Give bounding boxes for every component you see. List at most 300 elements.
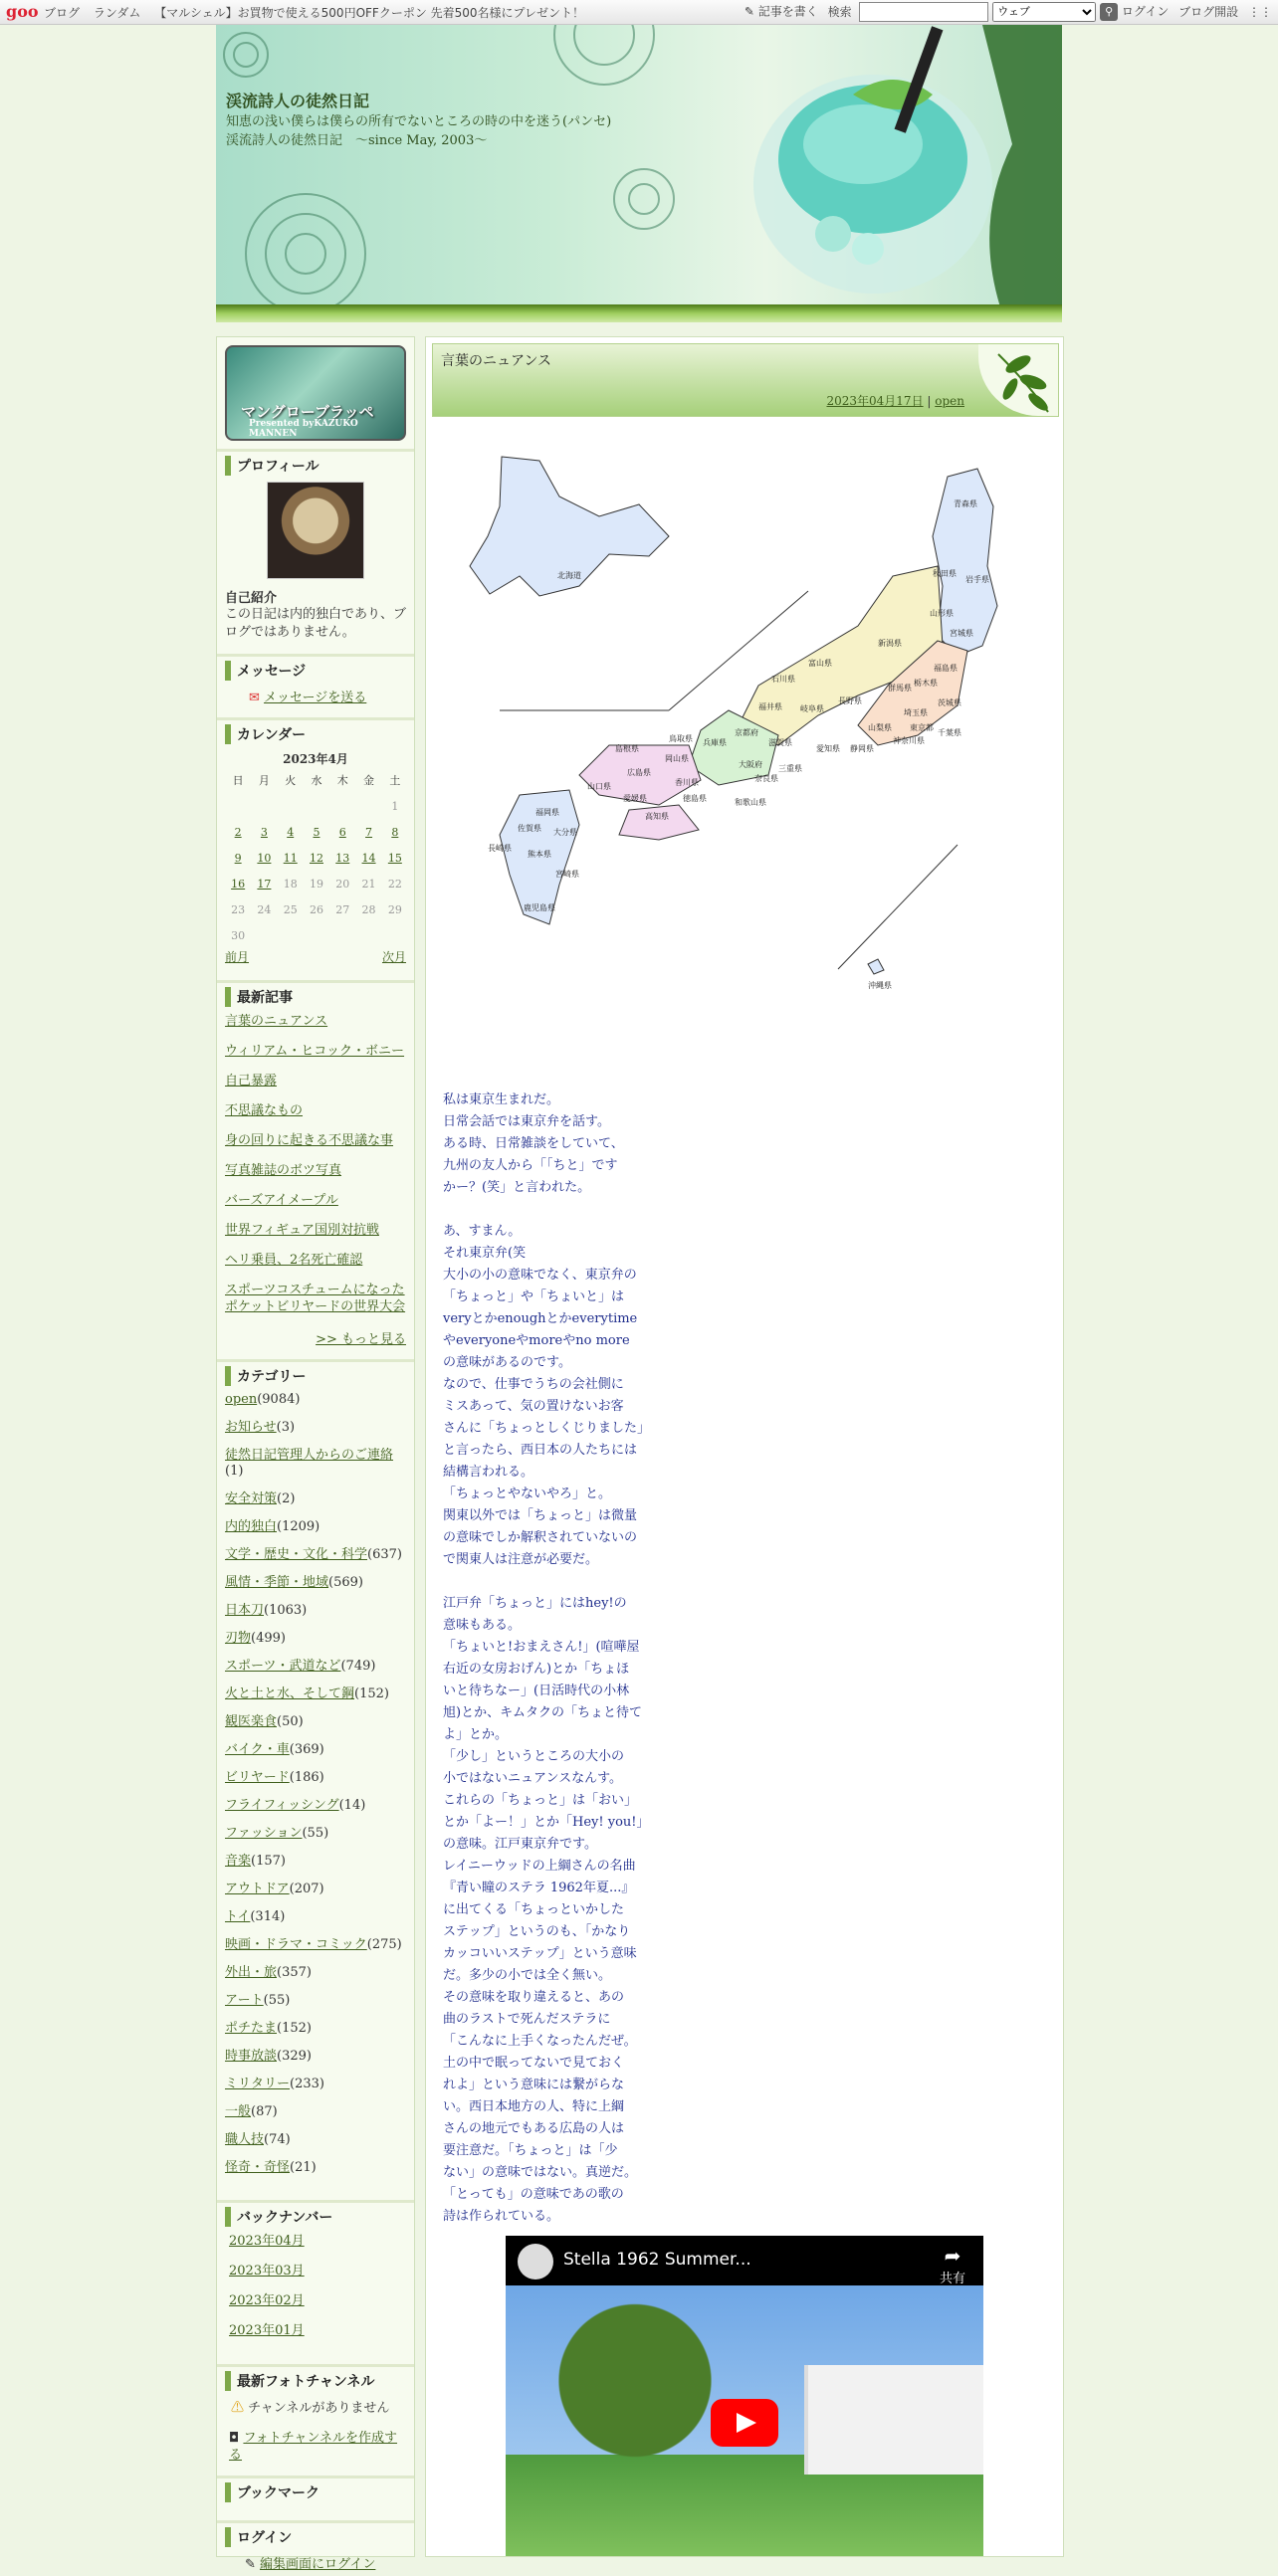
map-label-kagoshima: 鹿児島県 bbox=[524, 903, 555, 912]
map-label-chiba: 千葉県 bbox=[938, 728, 961, 737]
body-line: とか「よー！」とか「Hey! you!」 bbox=[443, 1815, 650, 1830]
map-label-akita: 秋田県 bbox=[933, 569, 957, 578]
japan-prefecture-map bbox=[440, 447, 1041, 1064]
category-link[interactable]: 風情・季節・地域 bbox=[225, 1575, 329, 1590]
profile-heading: プロフィール bbox=[225, 456, 406, 476]
category-count: (21) bbox=[290, 2160, 317, 2175]
category-link[interactable]: 内的独白 bbox=[225, 1519, 278, 1534]
calendar-day bbox=[304, 793, 329, 819]
category-count: (50) bbox=[277, 1714, 304, 1729]
calendar-day[interactable]: 11 bbox=[283, 851, 298, 865]
map-label-gunma: 群馬県 bbox=[888, 684, 912, 693]
category-link[interactable]: 文学・歴史・文化・科学 bbox=[225, 1547, 368, 1562]
category-count: (9084) bbox=[257, 1392, 301, 1407]
calendar-day: 28 bbox=[361, 902, 376, 916]
map-label-shimane: 島根県 bbox=[615, 744, 639, 753]
map-label-oita: 大分県 bbox=[553, 828, 577, 837]
weekday-label: 木 bbox=[336, 774, 348, 787]
search-input[interactable] bbox=[859, 2, 988, 22]
intro-label: 自己紹介 bbox=[225, 591, 278, 606]
weekday-label: 月 bbox=[258, 774, 270, 787]
backnumber-link[interactable]: 2023年03月 bbox=[229, 2264, 305, 2279]
calendar-day bbox=[304, 922, 329, 948]
map-label-miyazaki: 宮崎県 bbox=[555, 870, 579, 879]
category-item bbox=[225, 2104, 406, 2120]
calendar-day: 20 bbox=[335, 877, 350, 891]
camera-icon: ◘ bbox=[229, 2431, 240, 2446]
category-count: (3) bbox=[276, 1420, 296, 1435]
map-label-aichi: 愛知県 bbox=[816, 744, 840, 753]
map-label-shiga: 滋賀県 bbox=[768, 738, 792, 747]
play-button[interactable] bbox=[711, 2399, 778, 2447]
login-heading: ログイン bbox=[225, 2527, 406, 2547]
category-item bbox=[225, 2021, 406, 2037]
banner-title: マングローブラッペ bbox=[241, 403, 374, 421]
pencil-icon: ✎ bbox=[744, 4, 754, 19]
category-link[interactable]: 時事放談 bbox=[225, 2049, 278, 2064]
category-count: (2) bbox=[277, 1491, 296, 1506]
map-label-gifu: 岐阜県 bbox=[800, 704, 824, 713]
map-label-shizuoka: 静岡県 bbox=[850, 744, 874, 753]
category-item bbox=[225, 1742, 406, 1758]
body-line: 大小の小の意味でなく、東京弁の bbox=[443, 1268, 637, 1283]
category-link[interactable]: スポーツ・武道など bbox=[225, 1659, 341, 1674]
category-link[interactable]: 刃物 bbox=[225, 1631, 252, 1646]
map-label-tokyo: 東京都 bbox=[910, 723, 934, 732]
calendar-day: 26 bbox=[309, 902, 323, 916]
backnumber-heading: バックナンバー bbox=[225, 2207, 406, 2227]
recent-article-link[interactable]: 世界フィギュア国別対抗戦 bbox=[225, 1223, 379, 1238]
calendar-day bbox=[329, 922, 355, 948]
category-link[interactable]: 一般 bbox=[225, 2104, 252, 2119]
backnumber-list bbox=[225, 2233, 406, 2339]
body-line: ミスあって、気の置けないお客 bbox=[443, 1399, 624, 1414]
map-label-toyama: 富山県 bbox=[808, 659, 832, 668]
calendar-day[interactable]: 3 bbox=[260, 825, 268, 839]
body-line bbox=[443, 1199, 742, 1221]
recent-article-link[interactable]: 自己暴露 bbox=[225, 1074, 278, 1089]
category-count: (186) bbox=[289, 1770, 324, 1785]
body-line: これらの「ちょっと」は「おい」 bbox=[443, 1793, 638, 1808]
body-line: 「とっても」の意味であの歌の bbox=[443, 2187, 624, 2202]
map-label-kanagawa: 神奈川県 bbox=[893, 736, 925, 745]
body-line: 九州の友人から「「ちと」です bbox=[443, 1158, 618, 1173]
calendar-day bbox=[278, 922, 304, 948]
category-count: (749) bbox=[340, 1659, 376, 1674]
body-line: あ、すまん。 bbox=[443, 1224, 522, 1239]
calendar-day: 21 bbox=[361, 877, 376, 891]
map-label-hiroshima: 広島県 bbox=[627, 768, 651, 777]
category-count: (157) bbox=[251, 1854, 286, 1869]
calendar-prev-link[interactable]: 前月 bbox=[225, 950, 250, 964]
backnumber-link[interactable]: 2023年02月 bbox=[229, 2293, 305, 2308]
calendar-day[interactable]: 4 bbox=[287, 825, 295, 839]
grid-menu-icon[interactable]: ⋮⋮ bbox=[1248, 4, 1272, 19]
category-count: (314) bbox=[250, 1909, 286, 1924]
category-link[interactable]: お知らせ bbox=[225, 1420, 277, 1435]
category-link[interactable]: バイク・車 bbox=[225, 1742, 290, 1757]
message-box bbox=[217, 654, 414, 709]
category-link[interactable]: 徒然日記管理人からのご連絡 bbox=[225, 1448, 394, 1463]
weekday-label: 火 bbox=[285, 774, 297, 787]
recent-article-link[interactable]: ウィリアム・ヒコック・ボニー bbox=[225, 1044, 405, 1059]
calendar-day bbox=[355, 793, 381, 819]
calendar-box bbox=[217, 717, 414, 972]
calendar-day: 22 bbox=[387, 877, 402, 891]
map-label-kagawa: 香川県 bbox=[675, 778, 699, 787]
body-line: 旭)とか、キムタクの「ちょと待て bbox=[443, 1705, 642, 1720]
map-label-mie: 三重県 bbox=[778, 764, 802, 773]
sidebar-banner[interactable] bbox=[225, 345, 406, 441]
calendar-day[interactable]: 6 bbox=[338, 825, 346, 839]
entry-body bbox=[443, 1090, 742, 2228]
banner-subtitle: Presented byKAZUKO MANNEN bbox=[249, 419, 358, 439]
login-link[interactable]: ログイン bbox=[1121, 4, 1170, 19]
category-count: (233) bbox=[290, 2077, 324, 2091]
category-link[interactable]: トイ bbox=[225, 1909, 251, 1924]
category-link[interactable]: 観医楽食 bbox=[225, 1714, 278, 1729]
intro-text: この日記は内的独白であり、ブログではありません。 bbox=[225, 607, 407, 640]
backnumber-box bbox=[217, 2200, 414, 2356]
category-item bbox=[225, 1770, 406, 1786]
category-link[interactable]: ビリヤード bbox=[225, 1770, 290, 1785]
map-label-hyogo: 兵庫県 bbox=[703, 738, 727, 747]
category-item bbox=[225, 1392, 406, 1408]
header-stripe bbox=[216, 304, 1062, 322]
map-label-osaka: 大阪府 bbox=[739, 760, 762, 769]
category-count: (569) bbox=[328, 1575, 363, 1590]
calendar-day bbox=[251, 922, 277, 948]
category-link[interactable]: 音楽 bbox=[225, 1854, 252, 1869]
category-count: (55) bbox=[302, 1826, 329, 1841]
recent-heading: 最新記事 bbox=[225, 987, 406, 1007]
body-line: さんの地元でもある広島の人は bbox=[443, 2121, 625, 2136]
category-item bbox=[225, 1519, 406, 1535]
calendar-day: 23 bbox=[231, 902, 246, 916]
mail-icon: ✉ bbox=[249, 691, 260, 705]
body-line: ない」の意味ではない。真逆だ。 bbox=[443, 2165, 638, 2180]
video-title-bar bbox=[506, 2236, 983, 2285]
share-icon: ➦ bbox=[944, 2244, 961, 2268]
map-label-fukuoka: 福岡県 bbox=[535, 808, 559, 817]
entry-title[interactable]: 言葉のニュアンス bbox=[441, 353, 552, 369]
category-count: (1063) bbox=[264, 1603, 308, 1618]
map-label-yamaguchi: 山口県 bbox=[587, 782, 611, 791]
category-link[interactable]: アウトドア bbox=[225, 1882, 290, 1896]
youtube-embed[interactable] bbox=[506, 2236, 983, 2556]
body-line: その意味を取り違えると、あの bbox=[443, 1990, 625, 2005]
editor-login-link[interactable]: 編集画面にログイン bbox=[260, 2557, 376, 2572]
body-line: veryとかenoughとかeverytime bbox=[443, 1311, 638, 1326]
send-message-link[interactable]: メッセージを送る bbox=[264, 691, 367, 705]
calendar-day[interactable]: 17 bbox=[257, 877, 272, 891]
recent-article-link[interactable]: 写真雑誌のボツ写真 bbox=[225, 1163, 342, 1178]
map-label-niigata: 新潟県 bbox=[878, 639, 902, 648]
category-box bbox=[217, 1359, 414, 2192]
category-count: (275) bbox=[366, 1937, 402, 1952]
calendar-day: 30 bbox=[231, 928, 246, 942]
calendar-table bbox=[225, 767, 408, 948]
calendar-day[interactable]: 2 bbox=[234, 825, 242, 839]
recent-article-link[interactable]: スポーツコスチュームになったポケットビリヤードの世界大会 bbox=[225, 1283, 406, 1314]
map-label-yamanashi: 山梨県 bbox=[868, 723, 892, 732]
weekday-label: 金 bbox=[363, 774, 375, 787]
calendar-day[interactable]: 14 bbox=[361, 851, 376, 865]
map-label-okinawa: 沖縄県 bbox=[868, 981, 892, 990]
category-link[interactable]: ミリタリー bbox=[225, 2077, 291, 2091]
category-list bbox=[225, 1392, 406, 2176]
backnumber-link[interactable]: 2023年01月 bbox=[229, 2323, 305, 2338]
recent-article-link[interactable]: 身の回りに起きる不思議な事 bbox=[225, 1133, 394, 1148]
category-count: (1209) bbox=[277, 1519, 320, 1534]
category-count: (152) bbox=[277, 2021, 312, 2036]
category-link[interactable]: アート bbox=[225, 1993, 264, 2008]
category-count: (369) bbox=[289, 1742, 324, 1757]
calendar-day[interactable]: 10 bbox=[257, 851, 272, 865]
body-line: カッコいいステップ」という意味 bbox=[443, 1946, 637, 1961]
entry-date-link[interactable]: 2023年04月17日 bbox=[826, 394, 924, 408]
body-line: さんに「ちょっとしくじりました」 bbox=[443, 1421, 651, 1436]
body-line: 日常会話では東京弁を話す。 bbox=[443, 1114, 610, 1129]
recent-box bbox=[217, 980, 414, 1351]
calendar-day: 18 bbox=[283, 877, 298, 891]
search-scope-select[interactable] bbox=[992, 2, 1096, 22]
category-count: (357) bbox=[277, 1965, 312, 1980]
recent-article-link[interactable]: ヘリ乗員、2名死亡確認 bbox=[225, 1253, 363, 1268]
profile-box bbox=[217, 449, 414, 646]
category-link[interactable]: ポチたま bbox=[225, 2021, 278, 2036]
map-label-hokkaido: 北海道 bbox=[557, 571, 581, 580]
leaf-icon bbox=[978, 344, 1058, 416]
map-label-nagasaki: 長崎県 bbox=[488, 844, 512, 853]
body-line: 右近の女房おげん)とか「ちょほ bbox=[443, 1662, 630, 1677]
calendar-day: 25 bbox=[283, 902, 298, 916]
category-count: (87) bbox=[251, 2104, 278, 2119]
body-line bbox=[443, 1571, 742, 1593]
category-item bbox=[225, 1686, 406, 1702]
calendar-day: 19 bbox=[309, 877, 323, 891]
category-link[interactable]: 怪奇・奇怪 bbox=[225, 2160, 291, 2175]
write-article-link[interactable]: 記事を書く bbox=[757, 4, 818, 19]
weekday-label: 土 bbox=[389, 774, 401, 787]
body-line: よ」とか。 bbox=[443, 1727, 509, 1742]
calendar-day: 27 bbox=[335, 902, 350, 916]
recent-article-link[interactable]: 言葉のニュアンス bbox=[225, 1014, 328, 1029]
calendar-day[interactable]: 15 bbox=[387, 851, 402, 865]
category-link[interactable]: 外出・旅 bbox=[225, 1965, 278, 1980]
body-line: だ。多少の小では全く無い。 bbox=[443, 1968, 612, 1983]
blog-subtitle: 知恵の浅い僕らは僕らの所有でないところの時の中を迷う(パンセ) 渓流詩人の徒然日記 ～since May, 2003～ bbox=[226, 114, 625, 148]
map-label-tottori: 鳥取県 bbox=[669, 734, 693, 743]
category-item bbox=[225, 1826, 406, 1842]
body-line: 「こんなに上手くなったんだぜ。 bbox=[443, 2034, 637, 2049]
login-box bbox=[217, 2520, 414, 2576]
more-link[interactable]: >> もっと見る bbox=[316, 1332, 406, 1347]
map-label-tochigi: 栃木県 bbox=[914, 679, 938, 688]
goo-toolbar bbox=[0, 0, 1278, 25]
photo-box bbox=[217, 2364, 414, 2468]
calendar-day bbox=[355, 922, 381, 948]
category-item bbox=[225, 1937, 406, 1953]
map-label-yamagata: 山形県 bbox=[930, 609, 954, 618]
category-count: (152) bbox=[354, 1686, 389, 1701]
meta-separator: | bbox=[923, 394, 936, 408]
map-label-kumamoto: 熊本県 bbox=[528, 850, 551, 859]
body-line: と言ったら、西日本の人たちには bbox=[443, 1443, 638, 1458]
category-link[interactable]: フライフィッシング bbox=[225, 1798, 339, 1813]
category-item bbox=[225, 2077, 406, 2092]
calendar-day[interactable]: 5 bbox=[313, 825, 320, 839]
body-line: レイニーウッドの上綱さんの名曲 bbox=[443, 1859, 636, 1874]
calendar-heading: カレンダー bbox=[225, 724, 406, 744]
header-decoration bbox=[216, 25, 1062, 313]
calendar-day bbox=[278, 793, 304, 819]
category-item bbox=[225, 1714, 406, 1730]
sidebar bbox=[216, 336, 415, 2572]
open-blog-link[interactable]: ブログ開設 bbox=[1178, 4, 1239, 19]
body-line: それ東京弁(笑 bbox=[443, 1246, 527, 1261]
body-line: ある時、日常雑談をしていて、 bbox=[443, 1136, 624, 1151]
category-link[interactable]: 火と土と水、そして鋼 bbox=[225, 1686, 355, 1701]
search-label: 検索 bbox=[827, 4, 852, 19]
map-label-kochi: 高知県 bbox=[645, 812, 669, 821]
body-line: 小ではないニュアンスなんす。 bbox=[443, 1771, 623, 1786]
channel-avatar[interactable] bbox=[518, 2244, 553, 2279]
recent-article-link[interactable]: バーズアイメープル bbox=[225, 1193, 338, 1208]
map-label-saitama: 埼玉県 bbox=[904, 708, 928, 717]
category-item bbox=[225, 1965, 406, 1981]
category-heading: カテゴリー bbox=[225, 1366, 406, 1386]
calendar-day[interactable]: 12 bbox=[309, 851, 323, 865]
calendar-day bbox=[225, 793, 251, 819]
calendar-day[interactable]: 13 bbox=[335, 851, 350, 865]
body-line: 『青い瞳のステラ 1962年夏...』 bbox=[443, 1881, 635, 1895]
body-line: 土の中で眠ってないで見ておく bbox=[443, 2056, 625, 2071]
map-label-tokushima: 徳島県 bbox=[683, 794, 707, 803]
body-line: 曲のラストで死んだステラに bbox=[443, 2012, 611, 2027]
body-line: 「ちょいと!おまえさん!」(喧嘩屋 bbox=[443, 1640, 640, 1655]
goo-logo[interactable]: goo bbox=[6, 2, 39, 21]
body-line: いと待ちなー」(日活時代の小林 bbox=[443, 1684, 630, 1698]
edit-icon: ✎ bbox=[245, 2557, 256, 2572]
blog-title[interactable]: 渓流詩人の徒然日記 bbox=[226, 92, 370, 110]
message-heading: メッセージ bbox=[225, 661, 406, 681]
calendar-day[interactable]: 8 bbox=[391, 825, 399, 839]
body-line: 「ちょっと」や「ちょいと」は bbox=[443, 1289, 625, 1304]
map-label-nara: 奈良県 bbox=[754, 774, 778, 783]
nav-blog-link[interactable]: ブログ bbox=[44, 6, 81, 20]
category-count: (1) bbox=[225, 1464, 244, 1479]
warning-icon: ⚠ bbox=[231, 2401, 245, 2416]
calendar-day[interactable]: 9 bbox=[234, 851, 242, 865]
category-item bbox=[225, 1909, 406, 1925]
entry-header bbox=[432, 343, 1059, 417]
category-item bbox=[225, 1798, 406, 1814]
category-count: (14) bbox=[338, 1798, 366, 1813]
body-line: やeveryoneやmoreやno more bbox=[443, 1333, 630, 1348]
calendar-day bbox=[329, 793, 355, 819]
category-link[interactable]: 映画・ドラマ・コミック bbox=[225, 1937, 367, 1952]
body-line: 詩は作られている。 bbox=[443, 2209, 560, 2224]
category-item bbox=[225, 1854, 406, 1870]
map-label-fukui: 福井県 bbox=[758, 702, 782, 711]
body-line: 結構言われる。 bbox=[443, 1465, 534, 1480]
bookmark-heading: ブックマーク bbox=[225, 2482, 406, 2502]
category-item bbox=[225, 1631, 406, 1647]
category-item bbox=[225, 2049, 406, 2065]
video-title[interactable]: Stella 1962 Summer... bbox=[563, 2250, 751, 2270]
body-line: 「ちょっとやないやろ」と。 bbox=[443, 1486, 612, 1501]
category-link[interactable]: open bbox=[225, 1392, 258, 1407]
category-count: (74) bbox=[264, 2132, 291, 2147]
category-item bbox=[225, 2132, 406, 2148]
calendar-day: 24 bbox=[257, 902, 272, 916]
calendar-day[interactable]: 7 bbox=[365, 825, 373, 839]
map-label-ishikawa: 石川県 bbox=[771, 675, 795, 684]
body-line: 要注意だ。「ちょっと」は「少 bbox=[443, 2143, 618, 2158]
share-button[interactable] bbox=[940, 2244, 965, 2286]
leaf-decoration bbox=[978, 344, 1058, 416]
recent-list bbox=[225, 1013, 406, 1315]
entry-category-link[interactable]: open bbox=[935, 394, 964, 408]
map-label-kyoto: 京都府 bbox=[735, 728, 758, 737]
promo-link[interactable]: 【マルシェル】お買物で使える500円OFFクーポン 先着500名様にプレゼント！ bbox=[154, 6, 585, 20]
category-link[interactable]: 日本刀 bbox=[225, 1603, 265, 1618]
search-icon[interactable]: ⚲ bbox=[1100, 3, 1118, 21]
body-line: の意味。江戸東京弁です。 bbox=[443, 1837, 597, 1852]
body-line: かー？(笑」と言われた。 bbox=[443, 1180, 591, 1195]
no-channel-text: チャンネルがありません bbox=[248, 2401, 390, 2416]
body-line: の意味でしか解釈されていないの bbox=[443, 1530, 638, 1545]
calendar-day bbox=[382, 922, 408, 948]
category-count: (329) bbox=[277, 2049, 312, 2064]
map-label-ibaraki: 茨城県 bbox=[938, 698, 961, 707]
calendar-day: 1 bbox=[391, 799, 399, 813]
calendar-day: 29 bbox=[387, 902, 402, 916]
map-label-fukushima: 福島県 bbox=[934, 664, 958, 673]
nav-random-link[interactable]: ランダム bbox=[93, 6, 141, 20]
category-item bbox=[225, 1659, 406, 1675]
body-line: なので、仕事でうちの会社側に bbox=[443, 1377, 624, 1392]
map-label-miyagi: 宮城県 bbox=[950, 629, 973, 638]
category-count: (499) bbox=[251, 1631, 286, 1646]
category-item bbox=[225, 1420, 406, 1436]
calendar-day[interactable]: 16 bbox=[231, 877, 246, 891]
body-line: 関東以外では「ちょっと」は微量 bbox=[443, 1508, 638, 1523]
map-label-aomori: 青森県 bbox=[954, 499, 977, 508]
video-thumbnail-house bbox=[804, 2365, 983, 2475]
body-line: れよ」という意味には繋がらな bbox=[443, 2078, 625, 2092]
category-link[interactable]: ファッション bbox=[225, 1826, 303, 1841]
map-label-wakayama: 和歌山県 bbox=[735, 798, 766, 807]
calendar-month: 2023年4月 bbox=[283, 752, 348, 766]
category-item bbox=[225, 1491, 406, 1507]
entry-meta bbox=[826, 392, 964, 409]
calendar-next-link[interactable]: 次月 bbox=[381, 950, 406, 964]
category-item bbox=[225, 1993, 406, 2009]
category-link[interactable]: 安全対策 bbox=[225, 1491, 278, 1506]
map-label-saga: 佐賀県 bbox=[518, 824, 541, 833]
backnumber-link[interactable]: 2023年04月 bbox=[229, 2234, 305, 2249]
category-item bbox=[225, 1603, 406, 1619]
category-link[interactable]: 職人技 bbox=[225, 2132, 265, 2147]
main-content bbox=[425, 336, 1064, 2557]
recent-article-link[interactable]: 不思議なもの bbox=[225, 1103, 304, 1118]
body-line: で関東人は注意が必要だ。 bbox=[443, 1552, 599, 1567]
create-photo-channel-link[interactable]: フォトチャンネルを作成する bbox=[229, 2431, 398, 2463]
body-line: 私は東京生まれだ。 bbox=[443, 1092, 560, 1107]
body-line: 「少し」というところの大小の bbox=[443, 1749, 625, 1764]
